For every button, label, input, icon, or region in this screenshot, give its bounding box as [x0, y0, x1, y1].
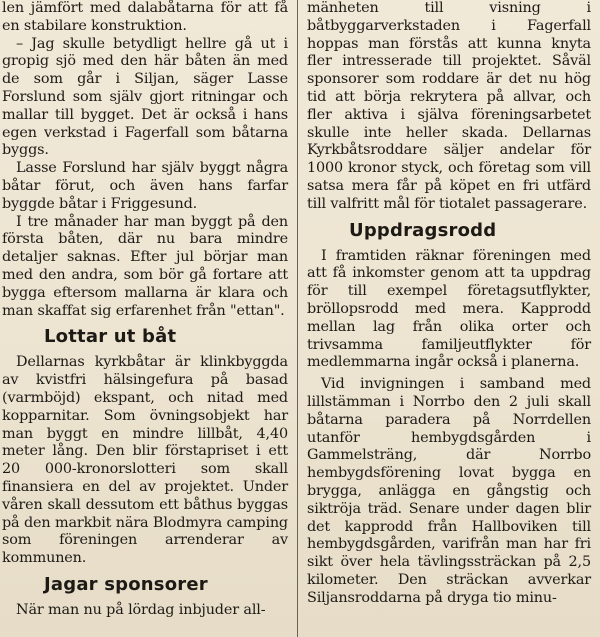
- paragraph: len jämfört med dalabåtarna för att få en stabilare konstruktion.: [2, 0, 288, 34]
- paragraph: I tre månader har man byggt på den första båten, där nu bara mindre detaljer saknas. Efter jul börjar man med den andra, som bör gå fortare att bygga eftersom mallarna är klara och man skaffat sig erfarenhet från "ettan".: [2, 213, 288, 319]
- right-column: [307, 0, 591, 637]
- paragraph: Dellarnas kyrkbåtar är klinkbyggda av kvistfri hälsingefura på basad (varmböjd) ekspant, och nitad med kopparnitar. Som övningsobjekt har man byggt en mindre lillbåt, 4,40 meter lång. Den blir förstapriset i ett 20 000-kronorslotteri som skall finansiera en del av projektet. Under våren skall dessutom ett båthus byggas på den markbit nära Blodmyra camping som föreningen arrenderar av kommunen.: [2, 354, 288, 567]
- subheading: Lottar ut båt: [44, 326, 177, 348]
- paragraph: Vid invigningen i samband med lillstämman i Norrbo den 2 juli skall båtarna paradera på Norrdellen utanför hembygdsgården i Gammelsträng, där Norrbo hembygdsförening lovat bygga en brygga, anlägga en gångstig och siktröja träd. Senare under dagen blir det kapprodd från Hallboviken till hembygdsgården, varifrån man har fri sikt över hela tävlingssträckan på 2,5 kilometer. Den sträckan avverkar Siljansroddarna på dryga tio minu-: [307, 376, 591, 606]
- paragraph: I framtiden räknar föreningen med att få inkomster genom att ta uppdrag för till exempel företagsutflykter, bröllopsrodd med mera. Kapprodd mellan lag från olika orter och trivsamma familjeutflykter för medlemmarna ingår också i planerna.: [307, 247, 591, 371]
- paragraph: När man nu på lördag inbjuder all-: [16, 601, 266, 618]
- paragraph: mänheten till visning i båtbyggarverkstaden i Fagerfall hoppas man förstås att kunna knyta fler intresserade till projektet. Såväl sponsorer som roddare är det nu hög tid att börja rekrytera på allvar, och fler aktiva i själva föreningsarbetet skulle inte heller skada. Dellarnas Kyrkbåtsroddare säljer andelar för 1000 kronor styck, och företag som vill satsa mera får på köpet en fri utfärd till valfritt mål för tiotalet passagerare.: [307, 0, 591, 212]
- paragraph: Lasse Forslund har själv byggt några båtar förut, och även hans farfar byggde båtar i Friggesund.: [2, 160, 288, 212]
- subheading: Uppdragsrodd: [349, 219, 497, 241]
- subheading: Jagar sponsorer: [44, 573, 208, 595]
- left-column: [2, 0, 288, 637]
- column-divider: [297, 0, 298, 637]
- paragraph: – Jag skulle betydligt hellre gå ut i gropig sjö med den här båten än med de som går i Siljan, säger Lasse Forslund som själv gjort ritningar och mallar till bygget. Det är också i hans egen verkstad i Fagerfall som båtarna byggs.: [2, 35, 288, 159]
